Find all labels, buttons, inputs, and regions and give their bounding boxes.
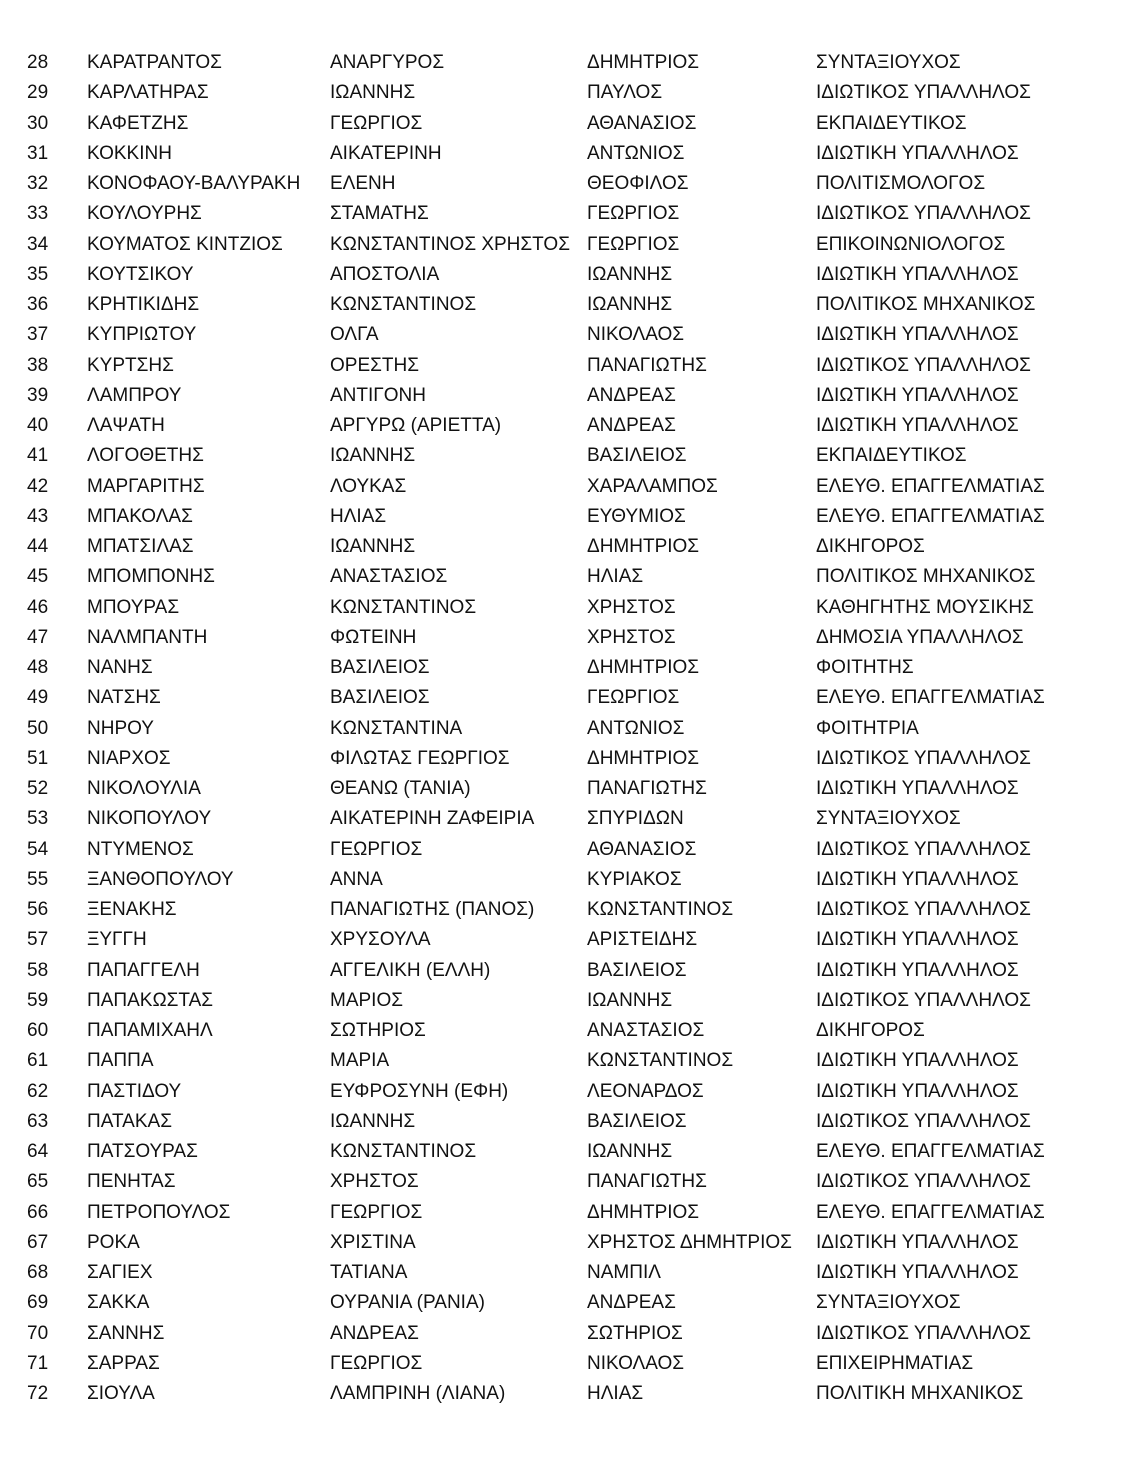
occupation: ΠΟΛΙΤΙΚΟΣ ΜΗΧΑΝΙΚΟΣ xyxy=(816,294,1036,315)
surname: ΣΑΚΚΑ xyxy=(87,1292,150,1314)
row-number: 41 xyxy=(27,445,49,467)
list-item xyxy=(27,381,1117,411)
surname: ΠΑΠΑΚΩΣΤΑΣ xyxy=(87,989,214,1011)
first-name: ΑΓΓΕΛΙΚΗ (ΕΛΛΗ) xyxy=(330,959,491,981)
occupation: ΔΙΚΗΓΟΡΟΣ xyxy=(816,1020,925,1041)
row-number: 45 xyxy=(27,566,49,588)
occupation: ΙΔΙΩΤΙΚΗ ΥΠΑΛΛΗΛΟΣ xyxy=(816,778,1019,799)
list-item xyxy=(27,683,1117,713)
row-number: 60 xyxy=(27,1020,49,1041)
first-name: ΕΥΦΡΟΣΥΝΗ (ΕΦΗ) xyxy=(330,1080,509,1102)
father-name: ΓΕΩΡΓΙΟΣ xyxy=(587,233,680,255)
first-name: ΚΩΝΣΤΑΝΤΙΝΟΣ ΧΡΗΣΤΟΣ xyxy=(330,233,570,255)
row-number: 39 xyxy=(27,384,49,406)
surname: ΜΑΡΓΑΡΙΤΗΣ xyxy=(87,475,205,497)
father-name: ΠΑΝΑΓΙΩΤΗΣ xyxy=(587,778,707,799)
occupation: ΙΔΙΩΤΙΚΗ ΥΠΑΛΛΗΛΟΣ xyxy=(816,384,1019,406)
occupation: ΙΔΙΩΤΙΚΗ ΥΠΑΛΛΗΛΟΣ xyxy=(816,1050,1019,1072)
list-item xyxy=(27,956,1117,986)
father-name: ΑΝΔΡΕΑΣ xyxy=(587,415,676,436)
row-number: 66 xyxy=(27,1201,49,1223)
row-number: 36 xyxy=(27,294,49,315)
first-name: ΜΑΡΙΟΣ xyxy=(330,989,403,1011)
row-number: 40 xyxy=(27,415,49,436)
occupation: ΙΔΙΩΤΙΚΟΣ ΥΠΑΛΛΗΛΟΣ xyxy=(816,203,1031,225)
first-name: ΑΝΤΙΓΟΝΗ xyxy=(330,384,426,406)
first-name: ΙΩΑΝΝΗΣ xyxy=(330,536,416,557)
list-item xyxy=(27,230,1117,260)
row-number: 29 xyxy=(27,82,49,104)
row-number: 50 xyxy=(27,717,49,739)
row-number: 46 xyxy=(27,596,49,618)
occupation: ΦΟΙΤΗΤΡΙΑ xyxy=(816,717,919,739)
row-number: 51 xyxy=(27,747,49,769)
occupation: ΙΔΙΩΤΙΚΟΣ ΥΠΑΛΛΗΛΟΣ xyxy=(816,989,1031,1011)
row-number: 35 xyxy=(27,263,49,285)
first-name: ΧΡΗΣΤΟΣ xyxy=(330,1171,419,1193)
row-number: 57 xyxy=(27,929,49,951)
father-name: ΝΙΚΟΛΑΟΣ xyxy=(587,324,685,346)
surname: ΠΑΤΑΚΑΣ xyxy=(87,1110,172,1132)
father-name: ΑΝΑΣΤΑΣΙΟΣ xyxy=(587,1020,705,1041)
first-name: ΦΩΤΕΙΝΗ xyxy=(330,626,417,648)
first-name: ΓΕΩΡΓΙΟΣ xyxy=(330,112,423,134)
surname: ΚΟΥΤΣΙΚΟΥ xyxy=(87,263,194,285)
occupation: ΙΔΙΩΤΙΚΟΣ ΥΠΑΛΛΗΛΟΣ xyxy=(816,747,1031,769)
list-item xyxy=(27,1016,1117,1046)
father-name: ΘΕΟΦΙΛΟΣ xyxy=(587,173,689,194)
list-item xyxy=(27,744,1117,774)
row-number: 69 xyxy=(27,1292,49,1314)
father-name: ΔΗΜΗΤΡΙΟΣ xyxy=(587,657,700,678)
first-name: ΒΑΣΙΛΕΙΟΣ xyxy=(330,687,430,709)
list-item xyxy=(27,1349,1117,1379)
occupation: ΙΔΙΩΤΙΚΗ ΥΠΑΛΛΗΛΟΣ xyxy=(816,1231,1019,1253)
row-number: 37 xyxy=(27,324,49,346)
father-name: ΧΡΗΣΤΟΣ xyxy=(587,596,676,618)
surname: ΛΑΨΑΤΗ xyxy=(87,415,165,436)
surname: ΝΑΛΜΠΑΝΤΗ xyxy=(87,626,208,648)
occupation: ΙΔΙΩΤΙΚΟΣ ΥΠΑΛΛΗΛΟΣ xyxy=(816,354,1031,376)
father-name: ΙΩΑΝΝΗΣ xyxy=(587,1141,673,1162)
list-item xyxy=(27,925,1117,955)
occupation: ΕΚΠΑΙΔΕΥΤΙΚΟΣ xyxy=(816,112,967,134)
list-item xyxy=(27,774,1117,804)
surname: ΠΑΠΠΑ xyxy=(87,1050,154,1072)
occupation: ΕΠΙΚΟΙΝΩΝΙΟΛΟΓΟΣ xyxy=(816,233,1006,255)
first-name: ΛΑΜΠΡΙΝΗ (ΛΙΑΝΑ) xyxy=(330,1383,506,1404)
surname: ΚΟΝΟΦΑΟΥ-ΒΑΛΥΡΑΚΗ xyxy=(87,173,301,194)
occupation: ΣΥΝΤΑΞΙΟΥΧΟΣ xyxy=(816,808,961,830)
row-number: 68 xyxy=(27,1262,49,1283)
surname: ΜΠΑΤΣΙΛΑΣ xyxy=(87,536,194,557)
occupation: ΔΙΚΗΓΟΡΟΣ xyxy=(816,536,925,557)
father-name: ΙΩΑΝΝΗΣ xyxy=(587,263,673,285)
list-item xyxy=(27,593,1117,623)
row-number: 65 xyxy=(27,1171,49,1193)
father-name: ΗΛΙΑΣ xyxy=(587,1383,644,1404)
list-item xyxy=(27,78,1117,108)
first-name: ΓΕΩΡΓΙΟΣ xyxy=(330,1352,423,1374)
father-name: ΒΑΣΙΛΕΙΟΣ xyxy=(587,1110,687,1132)
father-name: ΙΩΑΝΝΗΣ xyxy=(587,294,673,315)
row-number: 63 xyxy=(27,1110,49,1132)
occupation: ΔΗΜΟΣΙΑ ΥΠΑΛΛΗΛΟΣ xyxy=(816,626,1024,648)
father-name: ΝΑΜΠΙΛ xyxy=(587,1262,661,1283)
list-item xyxy=(27,1198,1117,1228)
first-name: ΑΙΚΑΤΕΡΙΝΗ xyxy=(330,142,442,164)
row-number: 67 xyxy=(27,1231,49,1253)
list-item xyxy=(27,1137,1117,1167)
father-name: ΠΑΝΑΓΙΩΤΗΣ xyxy=(587,354,707,376)
surname: ΣΑΡΡΑΣ xyxy=(87,1352,160,1374)
row-number: 64 xyxy=(27,1141,49,1162)
occupation: ΠΟΛΙΤΙΚΗ ΜΗΧΑΝΙΚΟΣ xyxy=(816,1383,1024,1404)
occupation: ΕΛΕΥΘ. ΕΠΑΓΓΕΛΜΑΤΙΑΣ xyxy=(816,475,1045,497)
first-name: ΚΩΝΣΤΑΝΤΙΝΟΣ xyxy=(330,596,477,618)
surname: ΝΗΡΟΥ xyxy=(87,717,154,739)
first-name: ΙΩΑΝΝΗΣ xyxy=(330,445,416,467)
father-name: ΑΝΔΡΕΑΣ xyxy=(587,384,676,406)
surname: ΝΑΤΣΗΣ xyxy=(87,687,161,709)
first-name: ΘΕΑΝΩ (ΤΑΝΙΑ) xyxy=(330,778,471,799)
row-number: 70 xyxy=(27,1322,49,1344)
first-name: ΗΛΙΑΣ xyxy=(330,505,387,527)
row-number: 53 xyxy=(27,808,49,830)
surname: ΚΟΥΛΟΥΡΗΣ xyxy=(87,203,202,225)
father-name: ΒΑΣΙΛΕΙΟΣ xyxy=(587,445,687,467)
father-name: ΔΗΜΗΤΡΙΟΣ xyxy=(587,747,700,769)
occupation: ΣΥΝΤΑΞΙΟΥΧΟΣ xyxy=(816,52,961,73)
list-item xyxy=(27,1258,1117,1288)
first-name: ΛΟΥΚΑΣ xyxy=(330,475,407,497)
father-name: ΔΗΜΗΤΡΙΟΣ xyxy=(587,52,700,73)
first-name: ΑΙΚΑΤΕΡΙΝΗ ΖΑΦΕΙΡΙΑ xyxy=(330,808,535,830)
row-number: 61 xyxy=(27,1050,49,1072)
surname: ΣΙΟΥΛΑ xyxy=(87,1383,155,1404)
surname: ΠΕΤΡΟΠΟΥΛΟΣ xyxy=(87,1201,231,1223)
occupation: ΙΔΙΩΤΙΚΟΣ ΥΠΑΛΛΗΛΟΣ xyxy=(816,899,1031,920)
surname: ΣΑΓΙΕΧ xyxy=(87,1262,153,1283)
row-number: 52 xyxy=(27,778,49,799)
first-name: ΑΝΔΡΕΑΣ xyxy=(330,1322,419,1344)
row-number: 62 xyxy=(27,1080,49,1102)
row-number: 31 xyxy=(27,142,49,164)
occupation: ΙΔΙΩΤΙΚΗ ΥΠΑΛΛΗΛΟΣ xyxy=(816,263,1019,285)
list-item xyxy=(27,835,1117,865)
father-name: ΧΡΗΣΤΟΣ xyxy=(587,626,676,648)
occupation: ΕΛΕΥΘ. ΕΠΑΓΓΕΛΜΑΤΙΑΣ xyxy=(816,1141,1045,1162)
first-name: ΑΠΟΣΤΟΛΙΑ xyxy=(330,263,440,285)
occupation: ΙΔΙΩΤΙΚΟΣ ΥΠΑΛΛΗΛΟΣ xyxy=(816,1171,1031,1193)
list-item xyxy=(27,48,1117,78)
list-item xyxy=(27,1107,1117,1137)
row-number: 54 xyxy=(27,838,49,860)
row-number: 42 xyxy=(27,475,49,497)
list-item xyxy=(27,532,1117,562)
row-number: 34 xyxy=(27,233,49,255)
father-name: ΑΝΤΩΝΙΟΣ xyxy=(587,717,685,739)
row-number: 30 xyxy=(27,112,49,134)
list-item xyxy=(27,1046,1117,1076)
occupation: ΕΛΕΥΘ. ΕΠΑΓΓΕΛΜΑΤΙΑΣ xyxy=(816,1201,1045,1223)
first-name: ΓΕΩΡΓΙΟΣ xyxy=(330,838,423,860)
first-name: ΧΡΙΣΤΙΝΑ xyxy=(330,1231,416,1253)
first-name: ΜΑΡΙΑ xyxy=(330,1050,390,1072)
list-item xyxy=(27,1288,1117,1318)
surname: ΛΑΜΠΡΟΥ xyxy=(87,384,182,406)
list-item xyxy=(27,290,1117,320)
first-name: ΑΝΝΑ xyxy=(330,868,383,890)
list-item xyxy=(27,1077,1117,1107)
list-item xyxy=(27,1319,1117,1349)
row-number: 47 xyxy=(27,626,49,648)
list-item xyxy=(27,1167,1117,1197)
father-name: ΠΑΥΛΟΣ xyxy=(587,82,663,104)
occupation: ΕΚΠΑΙΔΕΥΤΙΚΟΣ xyxy=(816,445,967,467)
father-name: ΠΑΝΑΓΙΩΤΗΣ xyxy=(587,1171,707,1193)
surname: ΚΟΥΜΑΤΟΣ ΚΙΝΤΖΙΟΣ xyxy=(87,233,283,255)
list-item xyxy=(27,1379,1117,1409)
surname: ΚΟΚΚΙΝΗ xyxy=(87,142,172,164)
occupation: ΙΔΙΩΤΙΚΗ ΥΠΑΛΛΗΛΟΣ xyxy=(816,868,1019,890)
first-name: ΒΑΣΙΛΕΙΟΣ xyxy=(330,657,430,678)
row-number: 72 xyxy=(27,1383,49,1404)
occupation: ΙΔΙΩΤΙΚΟΣ ΥΠΑΛΛΗΛΟΣ xyxy=(816,1110,1031,1132)
first-name: ΠΑΝΑΓΙΩΤΗΣ (ΠΑΝΟΣ) xyxy=(330,899,535,920)
surname: ΚΥΡΤΣΗΣ xyxy=(87,354,174,376)
father-name: ΗΛΙΑΣ xyxy=(587,566,644,588)
list-item xyxy=(27,562,1117,592)
father-name: ΔΗΜΗΤΡΙΟΣ xyxy=(587,1201,700,1223)
surname: ΚΑΡΑΤΡΑΝΤΟΣ xyxy=(87,52,222,73)
row-number: 28 xyxy=(27,52,49,73)
list-item xyxy=(27,320,1117,350)
surname: ΝΑΝΗΣ xyxy=(87,657,153,678)
first-name: ΟΡΕΣΤΗΣ xyxy=(330,354,419,376)
list-item xyxy=(27,1228,1117,1258)
row-number: 32 xyxy=(27,173,49,194)
first-name: ΟΛΓΑ xyxy=(330,324,379,346)
row-number: 56 xyxy=(27,899,49,920)
list-item xyxy=(27,411,1117,441)
occupation: ΙΔΙΩΤΙΚΗ ΥΠΑΛΛΗΛΟΣ xyxy=(816,959,1019,981)
first-name: ΚΩΝΣΤΑΝΤΙΝΑ xyxy=(330,717,463,739)
list-item xyxy=(27,199,1117,229)
father-name: ΑΘΑΝΑΣΙΟΣ xyxy=(587,838,697,860)
occupation: ΕΛΕΥΘ. ΕΠΑΓΓΕΛΜΑΤΙΑΣ xyxy=(816,505,1045,527)
surname: ΜΠΑΚΟΛΑΣ xyxy=(87,505,193,527)
father-name: ΙΩΑΝΝΗΣ xyxy=(587,989,673,1011)
row-number: 71 xyxy=(27,1352,49,1374)
surname: ΞΑΝΘΟΠΟΥΛΟΥ xyxy=(87,868,234,890)
row-number: 58 xyxy=(27,959,49,981)
list-item xyxy=(27,472,1117,502)
list-item xyxy=(27,714,1117,744)
row-number: 59 xyxy=(27,989,49,1011)
occupation: ΙΔΙΩΤΙΚΗ ΥΠΑΛΛΗΛΟΣ xyxy=(816,929,1019,951)
first-name: ΚΩΝΣΤΑΝΤΙΝΟΣ xyxy=(330,1141,477,1162)
surname: ΠΑΤΣΟΥΡΑΣ xyxy=(87,1141,198,1162)
father-name: ΑΘΑΝΑΣΙΟΣ xyxy=(587,112,697,134)
list-item xyxy=(27,260,1117,290)
surname: ΝΙΚΟΛΟΥΛΙΑ xyxy=(87,778,201,799)
surname: ΡΟΚΑ xyxy=(87,1231,140,1253)
occupation: ΠΟΛΙΤΙΚΟΣ ΜΗΧΑΝΙΚΟΣ xyxy=(816,566,1036,588)
father-name: ΣΩΤΗΡΙΟΣ xyxy=(587,1322,683,1344)
first-name: ΣΤΑΜΑΤΗΣ xyxy=(330,203,429,225)
first-name: ΓΕΩΡΓΙΟΣ xyxy=(330,1201,423,1223)
father-name: ΔΗΜΗΤΡΙΟΣ xyxy=(587,536,700,557)
father-name: ΝΙΚΟΛΑΟΣ xyxy=(587,1352,685,1374)
occupation: ΙΔΙΩΤΙΚΗ ΥΠΑΛΛΗΛΟΣ xyxy=(816,1080,1019,1102)
row-number: 44 xyxy=(27,536,49,557)
father-name: ΓΕΩΡΓΙΟΣ xyxy=(587,687,680,709)
father-name: ΚΥΡΙΑΚΟΣ xyxy=(587,868,682,890)
father-name: ΑΡΙΣΤΕΙΔΗΣ xyxy=(587,929,698,951)
surname: ΝΙΚΟΠΟΥΛΟΥ xyxy=(87,808,212,830)
list-item xyxy=(27,351,1117,381)
occupation: ΙΔΙΩΤΙΚΗ ΥΠΑΛΛΗΛΟΣ xyxy=(816,1262,1019,1283)
surname: ΜΠΟΜΠΟΝΗΣ xyxy=(87,566,215,588)
occupation: ΕΠΙΧΕΙΡΗΜΑΤΙΑΣ xyxy=(816,1352,974,1374)
first-name: ΙΩΑΝΝΗΣ xyxy=(330,1110,416,1132)
surname: ΛΟΓΟΘΕΤΗΣ xyxy=(87,445,204,467)
father-name: ΚΩΝΣΤΑΝΤΙΝΟΣ xyxy=(587,1050,734,1072)
first-name: ΚΩΝΣΤΑΝΤΙΝΟΣ xyxy=(330,294,477,315)
list-item xyxy=(27,804,1117,834)
surname: ΠΑΣΤΙΔΟΥ xyxy=(87,1080,182,1102)
first-name: ΧΡΥΣΟΥΛΑ xyxy=(330,929,431,951)
list-item xyxy=(27,986,1117,1016)
surname: ΚΥΠΡΙΩΤΟΥ xyxy=(87,324,197,346)
row-number: 33 xyxy=(27,203,49,225)
surname: ΚΑΡΛΑΤΗΡΑΣ xyxy=(87,82,209,104)
father-name: ΚΩΝΣΤΑΝΤΙΝΟΣ xyxy=(587,899,734,920)
surname: ΞΕΝΑΚΗΣ xyxy=(87,899,177,920)
first-name: ΑΝΑΣΤΑΣΙΟΣ xyxy=(330,566,448,588)
list-item xyxy=(27,895,1117,925)
surname: ΞΥΓΓΗ xyxy=(87,929,147,951)
father-name: ΓΕΩΡΓΙΟΣ xyxy=(587,203,680,225)
surname: ΝΤΥΜΕΝΟΣ xyxy=(87,838,194,860)
occupation: ΚΑΘΗΓΗΤΗΣ ΜΟΥΣΙΚΗΣ xyxy=(816,596,1034,618)
occupation: ΙΔΙΩΤΙΚΗ ΥΠΑΛΛΗΛΟΣ xyxy=(816,324,1019,346)
father-name: ΑΝΤΩΝΙΟΣ xyxy=(587,142,685,164)
occupation: ΦΟΙΤΗΤΗΣ xyxy=(816,657,914,678)
list-item xyxy=(27,139,1117,169)
list-item xyxy=(27,865,1117,895)
surname: ΝΙΑΡΧΟΣ xyxy=(87,747,171,769)
first-name: ΤΑΤΙΑΝΑ xyxy=(330,1262,408,1283)
first-name: ΣΩΤΗΡΙΟΣ xyxy=(330,1020,426,1041)
row-number: 38 xyxy=(27,354,49,376)
list-item xyxy=(27,623,1117,653)
father-name: ΒΑΣΙΛΕΙΟΣ xyxy=(587,959,687,981)
father-name: ΕΥΘΥΜΙΟΣ xyxy=(587,505,686,527)
row-number: 49 xyxy=(27,687,49,709)
father-name: ΧΡΗΣΤΟΣ ΔΗΜΗΤΡΙΟΣ xyxy=(587,1231,792,1253)
occupation: ΙΔΙΩΤΙΚΟΣ ΥΠΑΛΛΗΛΟΣ xyxy=(816,1322,1031,1344)
list-item xyxy=(27,109,1117,139)
surname: ΜΠΟΥΡΑΣ xyxy=(87,596,180,618)
list-item xyxy=(27,441,1117,471)
occupation: ΙΔΙΩΤΙΚΟΣ ΥΠΑΛΛΗΛΟΣ xyxy=(816,82,1031,104)
surname: ΚΑΦΕΤΖΗΣ xyxy=(87,112,189,134)
first-name: ΙΩΑΝΝΗΣ xyxy=(330,82,416,104)
surname: ΠΕΝΗΤΑΣ xyxy=(87,1171,176,1193)
occupation: ΙΔΙΩΤΙΚΟΣ ΥΠΑΛΛΗΛΟΣ xyxy=(816,838,1031,860)
occupation: ΙΔΙΩΤΙΚΗ ΥΠΑΛΛΗΛΟΣ xyxy=(816,415,1019,436)
row-number: 55 xyxy=(27,868,49,890)
row-number: 43 xyxy=(27,505,49,527)
occupation: ΙΔΙΩΤΙΚΗ ΥΠΑΛΛΗΛΟΣ xyxy=(816,142,1019,164)
first-name: ΟΥΡΑΝΙΑ (ΡΑΝΙΑ) xyxy=(330,1292,485,1314)
first-name: ΑΝΑΡΓΥΡΟΣ xyxy=(330,52,445,73)
first-name: ΦΙΛΩΤΑΣ ΓΕΩΡΓΙΟΣ xyxy=(330,747,510,769)
first-name: ΑΡΓΥΡΩ (ΑΡΙΕΤΤΑ) xyxy=(330,415,502,436)
occupation: ΕΛΕΥΘ. ΕΠΑΓΓΕΛΜΑΤΙΑΣ xyxy=(816,687,1045,709)
row-number: 48 xyxy=(27,657,49,678)
occupation: ΠΟΛΙΤΙΣΜΟΛΟΓΟΣ xyxy=(816,173,986,194)
father-name: ΛΕΟΝΑΡΔΟΣ xyxy=(587,1080,704,1102)
father-name: ΑΝΔΡΕΑΣ xyxy=(587,1292,676,1314)
occupation: ΣΥΝΤΑΞΙΟΥΧΟΣ xyxy=(816,1292,961,1314)
surname: ΠΑΠΑΓΓΕΛΗ xyxy=(87,959,200,981)
list-item xyxy=(27,169,1117,199)
father-name: ΧΑΡΑΛΑΜΠΟΣ xyxy=(587,475,718,497)
surname: ΚΡΗΤΙΚΙΔΗΣ xyxy=(87,294,200,315)
father-name: ΣΠΥΡΙΔΩΝ xyxy=(587,808,684,830)
list-item xyxy=(27,653,1117,683)
surname: ΠΑΠΑΜΙΧΑΗΛ xyxy=(87,1020,213,1041)
surname: ΣΑΝΝΗΣ xyxy=(87,1322,165,1344)
list-item xyxy=(27,502,1117,532)
first-name: ΕΛΕΝΗ xyxy=(330,173,396,194)
candidate-list xyxy=(27,48,1117,1409)
